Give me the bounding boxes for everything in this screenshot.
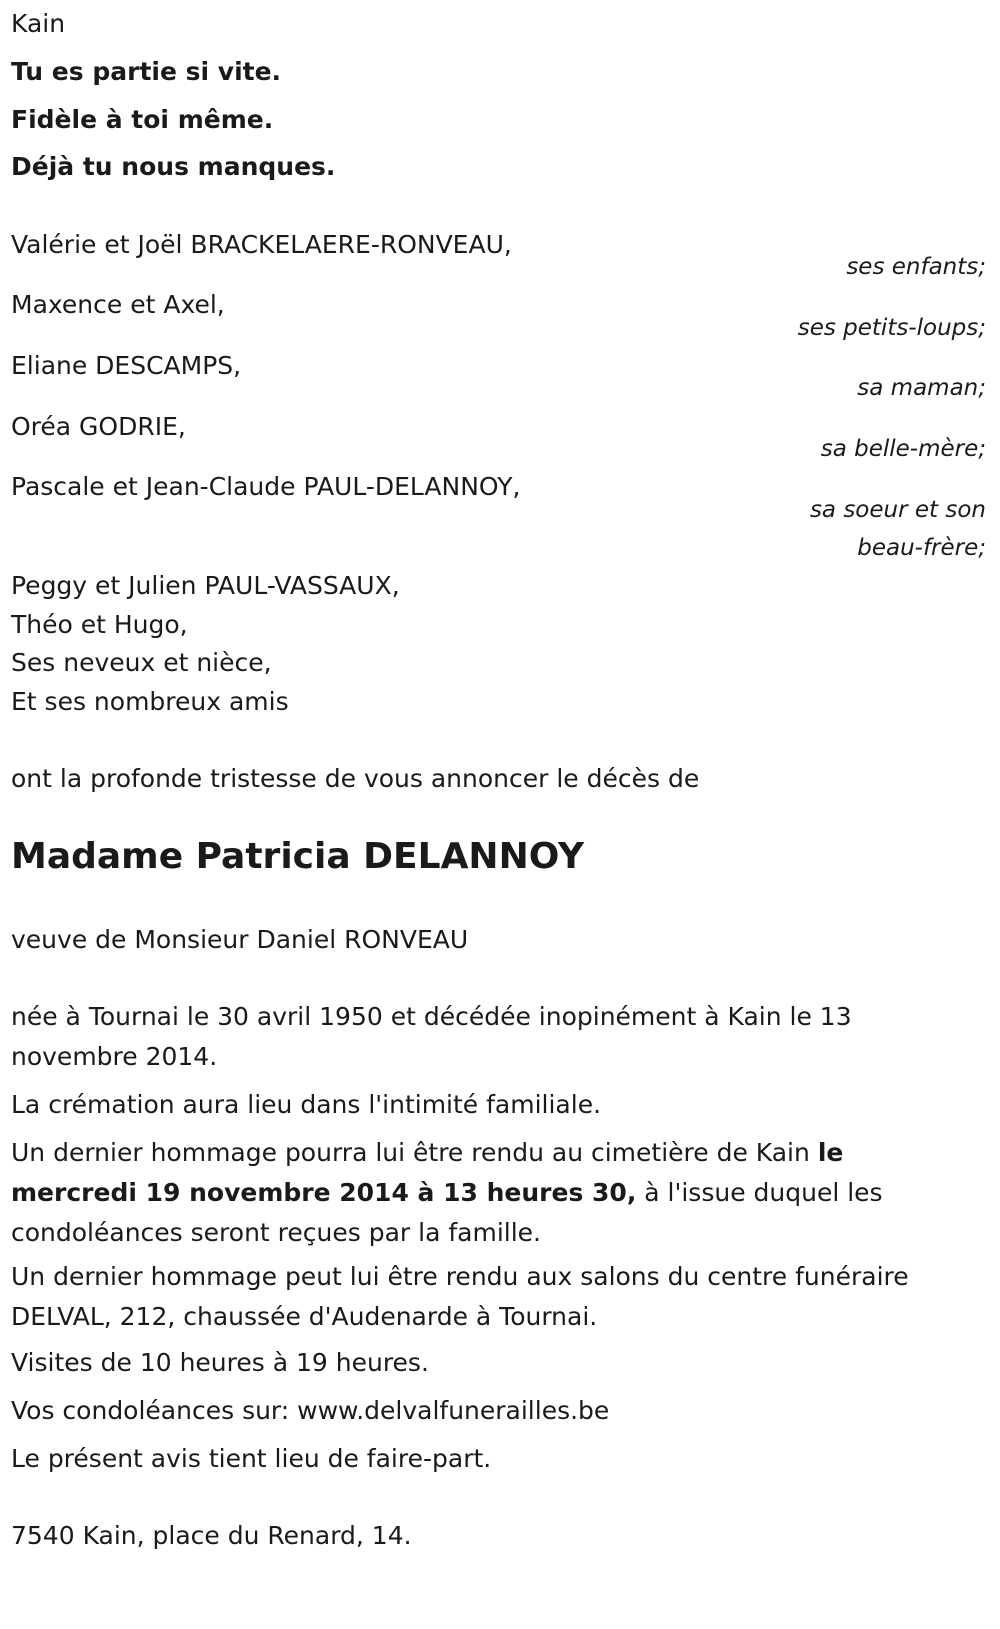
- locality: Kain: [11, 9, 66, 38]
- family-names-3: Eliane DESCAMPS,: [11, 351, 242, 380]
- announcement: ont la profonde tristesse de vous annoncer le décès de: [11, 764, 700, 793]
- family-names-4: Oréa GODRIE,: [11, 412, 186, 441]
- family-names-2: Maxence et Axel,: [11, 290, 225, 319]
- visits: Visites de 10 heures à 19 heures.: [11, 1348, 429, 1377]
- tribute-cemetery-text: Un dernier hommage pourra lui être rendu au cimetière de Kain: [11, 1138, 818, 1167]
- poem-line-1: Tu es partie si vite.: [11, 57, 282, 86]
- family-relation-4: sa belle-mère;: [820, 436, 986, 462]
- birth-death: née à Tournai le 30 avril 1950 et décédée inopinément à Kain le 13 novembre 2014.: [11, 1002, 852, 1071]
- family-relation-1: ses enfants;: [846, 254, 986, 280]
- family-relation-3: sa maman;: [857, 375, 986, 401]
- other-mourner-3: Ses neveux et nièce,: [11, 648, 272, 677]
- condolences: Vos condoléances sur: www.delvalfunerailles.be: [11, 1396, 610, 1425]
- other-mourner-4: Et ses nombreux amis: [11, 687, 289, 716]
- cremation: La crémation aura lieu dans l'intimité familiale.: [11, 1090, 602, 1119]
- poem-line-3: Déjà tu nous manques.: [11, 152, 336, 181]
- deceased-name: Madame Patricia DELANNOY: [11, 836, 585, 877]
- tribute-funeral-home: Un dernier hommage peut lui être rendu aux salons du centre funéraire DELVAL, 212, chaussée d'Audenarde à Tournai.: [11, 1262, 909, 1331]
- notice: Le présent avis tient lieu de faire-part.: [11, 1444, 492, 1473]
- family-names-1: Valérie et Joël BRACKELAERE-RONVEAU,: [11, 230, 512, 259]
- family-names-5: Pascale et Jean-Claude PAUL-DELANNOY,: [11, 472, 521, 501]
- other-mourner-1: Peggy et Julien PAUL-VASSAUX,: [11, 571, 400, 600]
- family-relation-2: ses petits-loups;: [797, 315, 986, 341]
- tribute-cemetery-date: le mercredi 19 novembre 2014 à 13 heures 30,: [11, 1138, 844, 1207]
- family-relation-5a: sa soeur et son: [809, 497, 986, 523]
- tribute-cemetery: [11, 1133, 971, 1253]
- family-relation-5b: beau-frère;: [857, 535, 986, 561]
- other-mourner-2: Théo et Hugo,: [11, 610, 188, 639]
- tribute-cemetery-rest: à l'issue duquel les condoléances seront reçues par la famille.: [11, 1178, 883, 1247]
- address: 7540 Kain, place du Renard, 14.: [11, 1521, 412, 1550]
- widow-of: veuve de Monsieur Daniel RONVEAU: [11, 925, 469, 954]
- poem-line-2: Fidèle à toi même.: [11, 105, 274, 134]
